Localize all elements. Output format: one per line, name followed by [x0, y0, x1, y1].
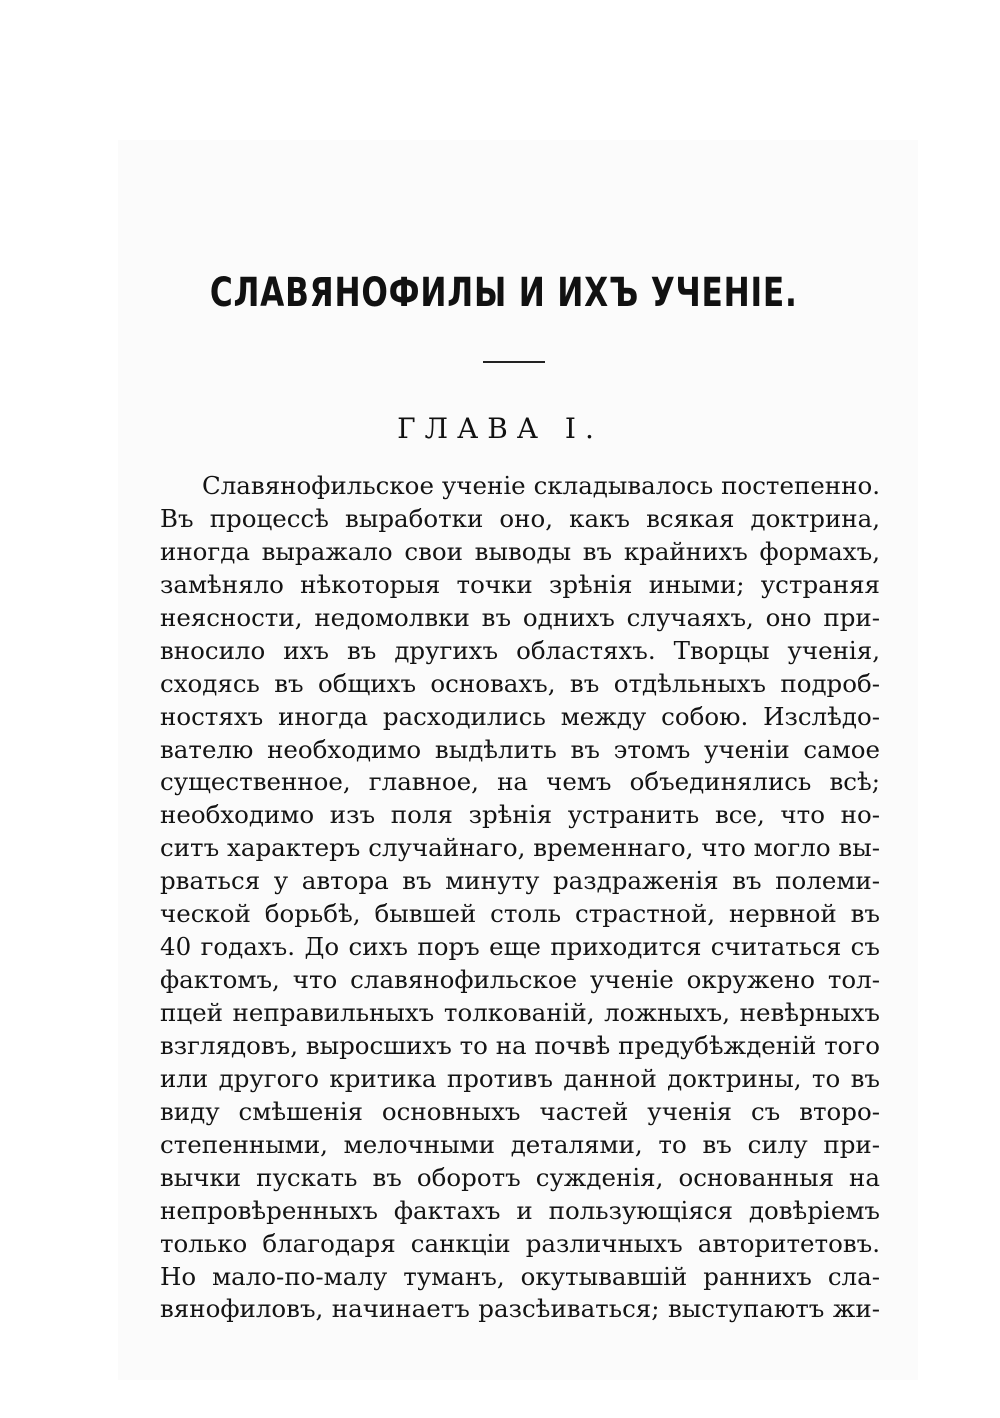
text-line: рваться у автора въ минуту раздраженiя въ полеми- — [160, 866, 880, 896]
text-line: вычки пускать въ оборотъ сужденiя, основанныя на — [160, 1162, 880, 1192]
text-line: замѣняло нѣкоторыя точки зрѣнiя иными; устраняя — [160, 569, 880, 599]
chapter-heading: ГЛАВА I. — [397, 412, 603, 445]
text-line: ситъ характеръ случайнаго, временнаго, что могло вы- — [160, 833, 880, 863]
text-line: виду смѣшенiя основныхъ частей ученiя съ второ- — [160, 1096, 880, 1126]
text-line: сходясь въ общихъ основахъ, въ отдѣльныхъ подроб- — [160, 668, 880, 698]
text-line: иногда выражало свои выводы въ крайнихъ формахъ, — [160, 536, 880, 566]
text-line: существенное, главное, на чемъ объединялись всѣ; — [160, 767, 880, 797]
text-line: только благодаря санкцiи различныхъ авторитетовъ. — [160, 1228, 880, 1258]
text-line: пцей неправильныхъ толкованiй, ложныхъ, невѣрныхъ — [160, 998, 880, 1027]
text-line: степенными, мелочными деталями, то въ силу при- — [160, 1129, 880, 1159]
text-line: вянофиловъ, начинаетъ разсѣиваться; выступаютъ жи- — [160, 1294, 880, 1324]
text-line: Въ процессѣ выработки оно, какъ всякая доктрина, — [160, 503, 880, 533]
text-line: необходимо изъ поля зрѣнiя устранить все, что но- — [160, 800, 880, 830]
title-divider — [483, 361, 545, 363]
text-line: неясности, недомолвки въ однихъ случаяхъ, оно при- — [160, 602, 880, 632]
text-line: 40 годахъ. До сихъ поръ еще приходится считаться съ — [160, 932, 880, 962]
text-line: вносило ихъ въ другихъ областяхъ. Творцы ученiя, — [160, 635, 880, 665]
text-line: взглядовъ, выросшихъ то на почвѣ предубѣжденiй того — [160, 1030, 880, 1060]
text-line: непровѣренныхъ фактахъ и пользующiяся довѣрiемъ — [160, 1195, 880, 1225]
text-line: Но мало-по-малу туманъ, окутывавшiй раннихъ сла- — [160, 1261, 880, 1291]
text-line: ностяхъ иногда расходились между собою. Изслѣдо- — [160, 701, 880, 731]
page-title: СЛАВЯНОФИЛЫ И ИХЪ УЧЕНIЕ. — [209, 270, 798, 316]
text-line: фактомъ, что славянофильское ученiе окружено тол- — [160, 965, 880, 995]
text-line: или другого критика противъ данной доктрины, то въ — [160, 1063, 880, 1093]
text-line: ческой борьбѣ, бывшей столь страстной, нервной въ — [160, 899, 880, 929]
text-line: Славянофильское ученiе складывалось постепенно. — [202, 471, 880, 500]
text-line: вателю необходимо выдѣлить въ этомъ ученiи самое — [160, 734, 880, 764]
body-paragraph — [160, 470, 880, 1326]
